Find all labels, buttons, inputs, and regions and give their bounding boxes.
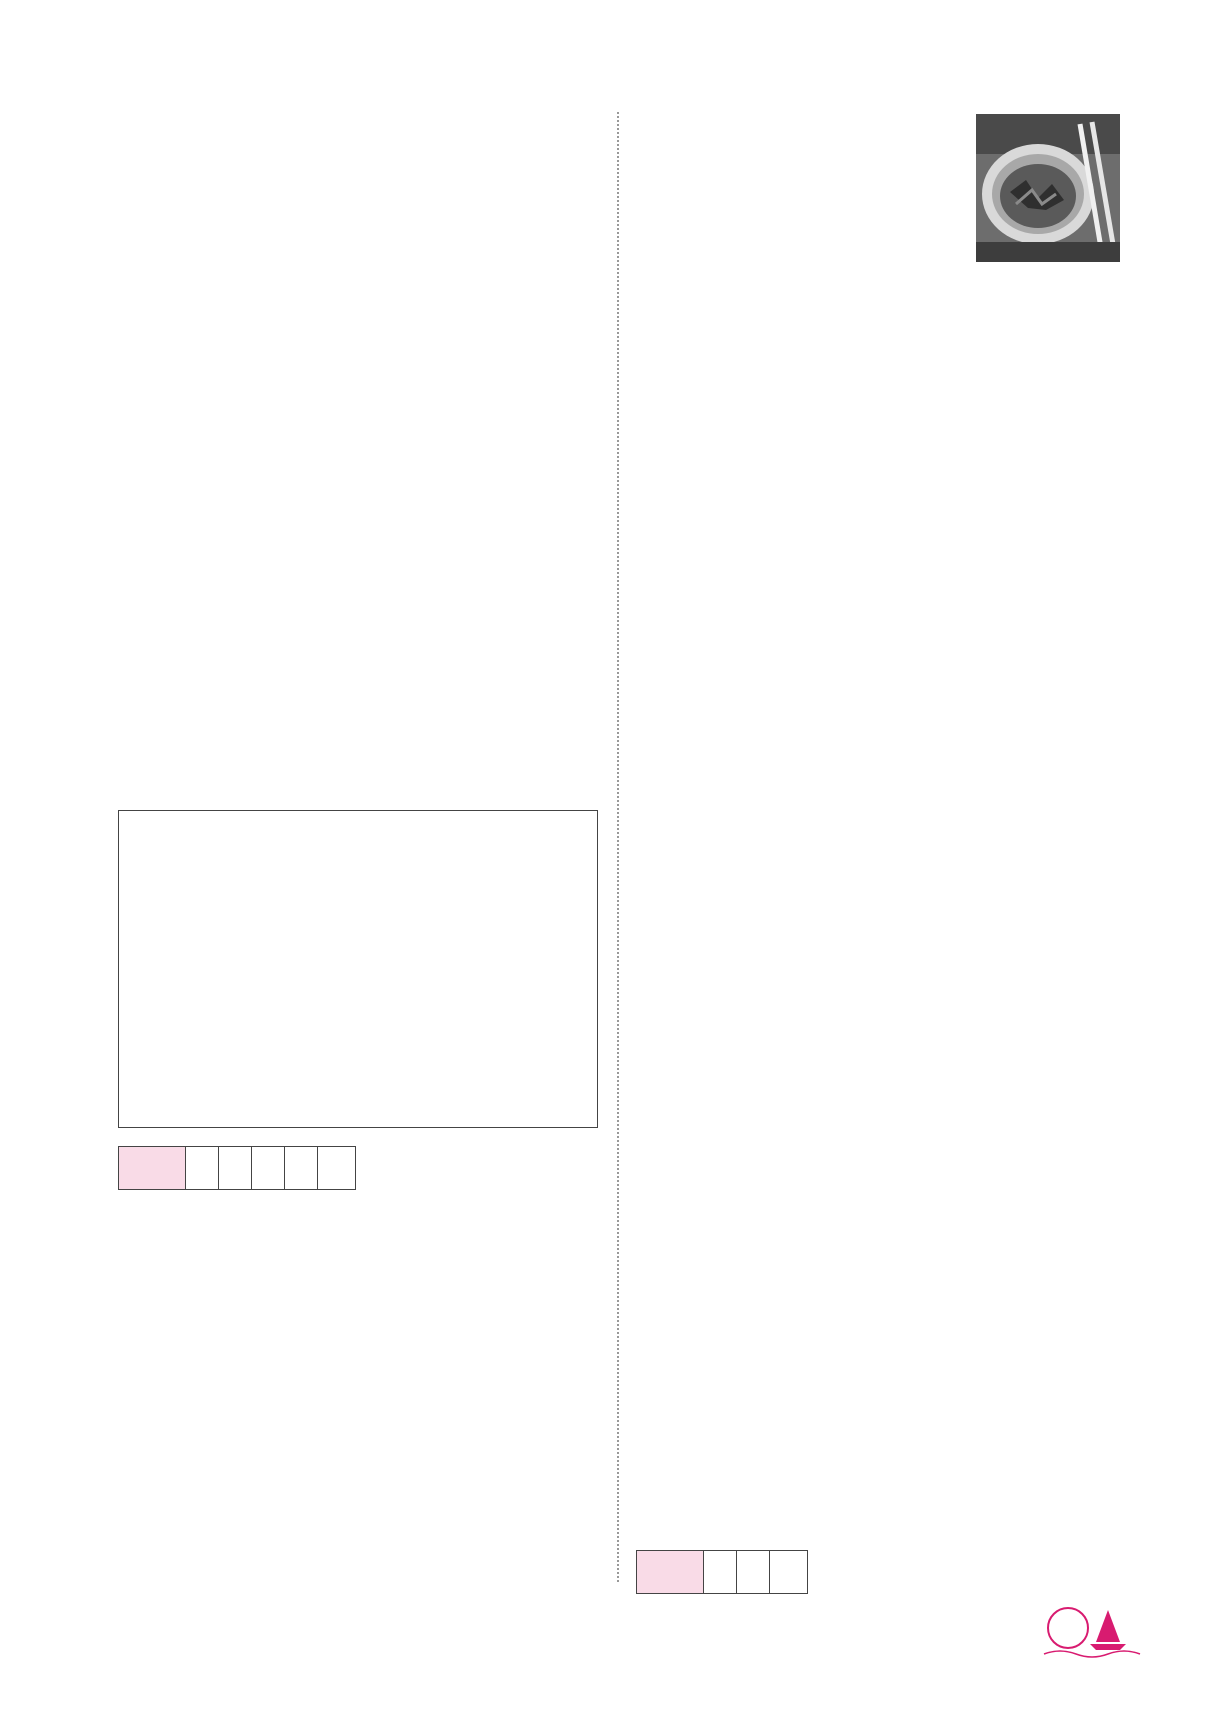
answer-label [119, 1147, 186, 1189]
noodle-bowl-photo [976, 114, 1120, 262]
answer-cell[interactable] [252, 1147, 285, 1189]
column-divider [617, 112, 619, 1582]
answer-cell[interactable] [737, 1551, 770, 1593]
page-number-badge [1040, 1600, 1150, 1660]
answer-grid-1-5 [118, 1146, 356, 1190]
answer-cell[interactable] [285, 1147, 318, 1189]
answer-cell[interactable] [318, 1147, 350, 1189]
answer-cell[interactable] [770, 1551, 802, 1593]
answer-cell[interactable] [186, 1147, 219, 1189]
answer-label [637, 1551, 704, 1593]
sailboat-icon [1096, 1610, 1120, 1642]
options-box [118, 810, 598, 1128]
answer-grid-1-3 [636, 1550, 808, 1594]
answer-cell[interactable] [704, 1551, 737, 1593]
answer-cell[interactable] [219, 1147, 252, 1189]
